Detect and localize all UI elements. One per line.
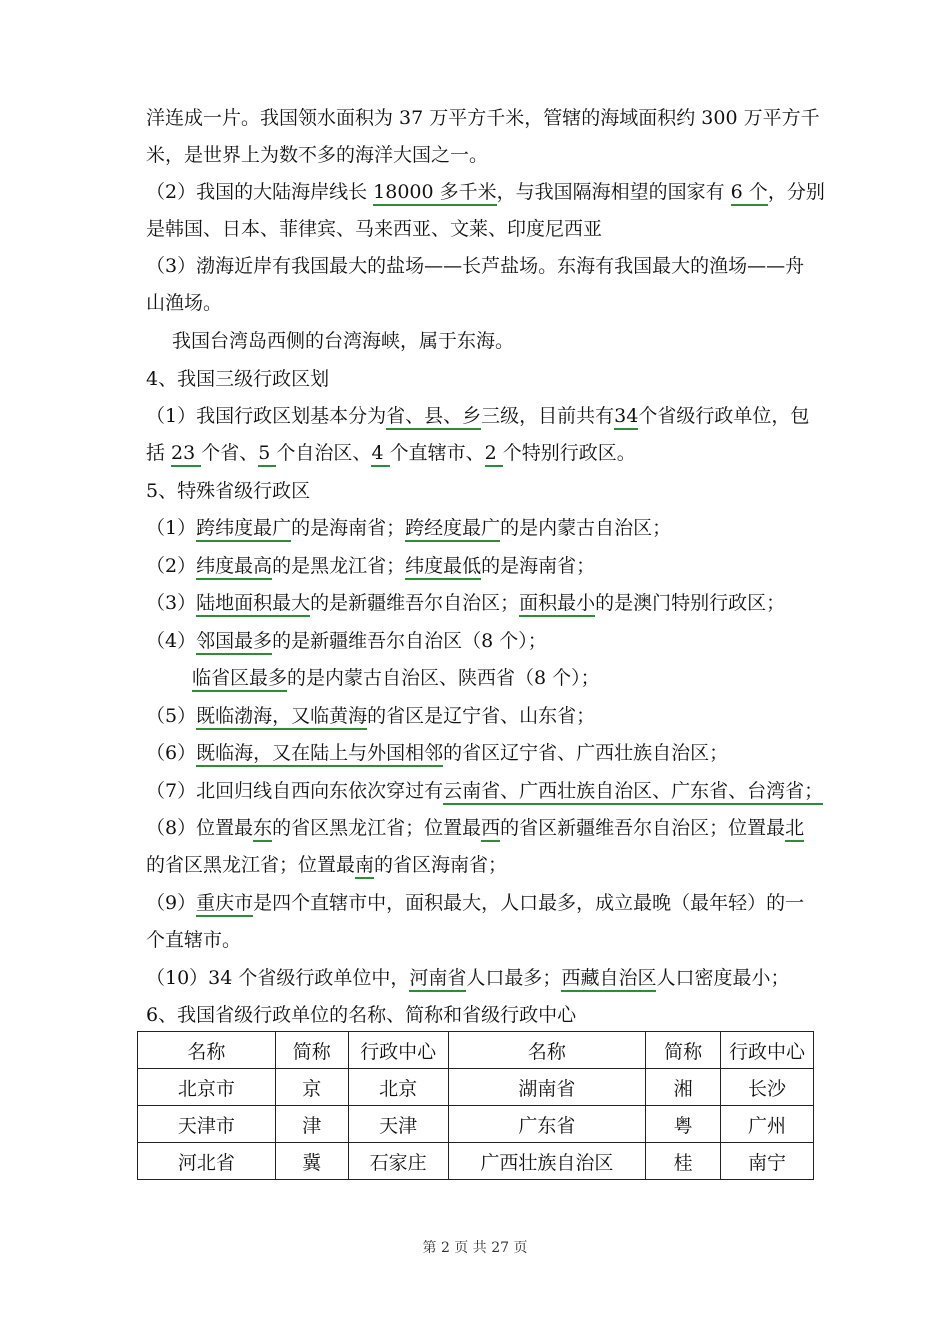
table-header-row xyxy=(138,1032,814,1069)
underlined-answer: 2 xyxy=(485,442,503,467)
text-run: 的是新疆维吾尔自治区（8 个）； xyxy=(272,630,547,652)
underlined-answer: 东 xyxy=(253,817,272,842)
table-header-cell: 行政中心 xyxy=(348,1032,448,1069)
underlined-answer: 纬度最低 xyxy=(405,555,481,580)
text-run: 是四个直辖市中，面积最大，人口最多，成立最晚（最年轻）的一 xyxy=(253,892,805,914)
text-run: （9） xyxy=(146,892,197,914)
text-run: 洋连成一片。我国领水面积为 37 万平方千米，管辖的海域面积约 300 万平方千 xyxy=(146,107,820,129)
text-run: 的是澳门特别行政区； xyxy=(595,592,786,614)
table-cell: 石家庄 xyxy=(348,1143,448,1180)
text-run: ，分别 xyxy=(767,181,825,203)
text-line xyxy=(146,591,826,615)
text-run: 5、特殊省级行政区 xyxy=(146,480,311,502)
underlined-answer: 既临海，又在陆上与外国相邻 xyxy=(196,742,443,767)
underlined-answer: 南 xyxy=(355,854,374,879)
underlined-answer: 临省区最多 xyxy=(192,667,287,692)
table-row xyxy=(138,1143,814,1180)
text-run: 的是海南省； xyxy=(291,517,406,539)
text-run: 6、我国省级行政单位的名称、简称和省级行政中心 xyxy=(146,1004,577,1026)
underlined-answer: 跨纬度最广 xyxy=(196,517,291,542)
text-run: 的是黑龙江省； xyxy=(272,555,406,577)
text-run: 的省区辽宁省、广西壮族自治区； xyxy=(443,742,729,764)
text-line xyxy=(146,928,826,952)
text-line xyxy=(172,329,852,353)
text-line xyxy=(146,441,826,465)
underlined-answer: 云南省、广西壮族自治区、广东省、台湾省； xyxy=(443,780,823,805)
text-line xyxy=(146,741,826,765)
province-table xyxy=(137,1031,814,1180)
table-row xyxy=(138,1106,814,1143)
table-header-cell: 简称 xyxy=(646,1032,721,1069)
underlined-answer: 纬度最高 xyxy=(196,555,272,580)
text-line xyxy=(146,291,826,315)
table-cell: 南宁 xyxy=(721,1143,814,1180)
text-line xyxy=(146,629,826,653)
underlined-answer: 陆地面积最大 xyxy=(196,592,310,617)
text-run: 个省级行政单位，包 xyxy=(638,405,810,427)
text-run: （1） xyxy=(146,517,197,539)
text-run: （1）我国行政区划基本分为 xyxy=(146,405,387,427)
text-line xyxy=(146,404,826,428)
text-run: 个直辖市。 xyxy=(146,929,242,951)
text-run: 括 xyxy=(146,442,172,464)
text-run: 我国台湾岛西侧的台湾海峡，属于东海。 xyxy=(172,330,515,352)
text-run: 是韩国、日本、菲律宾、马来西亚、文莱、印度尼西亚 xyxy=(146,218,603,240)
text-run: 的省区黑龙江省；位置最 xyxy=(146,854,356,876)
text-run: 米，是世界上为数不多的海洋大国之一。 xyxy=(146,144,489,166)
text-line xyxy=(146,779,826,803)
text-run: （5） xyxy=(146,705,197,727)
underlined-answer: 邻国最多 xyxy=(196,630,272,655)
table-cell: 津 xyxy=(275,1106,348,1143)
underlined-answer: 西藏自治区 xyxy=(561,967,656,992)
text-run: （2） xyxy=(146,555,197,577)
table-row xyxy=(138,1069,814,1106)
text-run: （10）34 个省级行政单位中， xyxy=(146,967,410,989)
underlined-answer: 河南省 xyxy=(409,967,466,992)
text-run: 山渔场。 xyxy=(146,292,223,314)
text-run: 的省区是辽宁省、山东省； xyxy=(367,705,596,727)
text-run: 4、我国三级行政区划 xyxy=(146,368,330,390)
table-cell: 广州 xyxy=(721,1106,814,1143)
text-run: 个特别行政区。 xyxy=(502,442,636,464)
text-line xyxy=(146,704,826,728)
text-line xyxy=(146,816,826,840)
table-cell: 广西壮族自治区 xyxy=(448,1143,646,1180)
text-line xyxy=(146,853,826,877)
table-cell: 湘 xyxy=(646,1069,721,1106)
text-run: 人口密度最小； xyxy=(656,967,790,989)
table-cell: 桂 xyxy=(646,1143,721,1180)
table-cell: 湖南省 xyxy=(448,1069,646,1106)
underlined-answer: 6 个 xyxy=(731,181,768,206)
section-heading xyxy=(146,367,826,391)
text-run: （6） xyxy=(146,742,197,764)
table-cell: 河北省 xyxy=(138,1143,276,1180)
underlined-answer: 23 xyxy=(171,442,201,467)
underlined-answer: 西 xyxy=(481,817,500,842)
table-header-cell: 名称 xyxy=(138,1032,276,1069)
text-line xyxy=(146,254,826,278)
text-run: 的是新疆维吾尔自治区； xyxy=(310,592,520,614)
table-cell: 长沙 xyxy=(721,1069,814,1106)
text-line xyxy=(146,966,826,990)
underlined-answer: 5 xyxy=(258,442,276,467)
table-cell: 天津市 xyxy=(138,1106,276,1143)
table-cell: 北京 xyxy=(348,1069,448,1106)
text-run: （7）北回归线自西向东依次穿过有 xyxy=(146,780,444,802)
page-footer: 第 2 页 共 27 页 xyxy=(422,1240,528,1256)
table-header-cell: 名称 xyxy=(448,1032,646,1069)
table-cell: 广东省 xyxy=(448,1106,646,1143)
underlined-answer: 面积最小 xyxy=(519,592,595,617)
text-run: （8）位置最 xyxy=(146,817,254,839)
text-run: 三级，目前共有 xyxy=(481,405,615,427)
text-run: 的省区黑龙江省；位置最 xyxy=(272,817,482,839)
text-line xyxy=(146,180,826,204)
text-run: 个直辖市、 xyxy=(389,442,485,464)
text-run: （3）渤海近岸有我国最大的盐场——长芦盐场。东海有我国最大的渔场——舟 xyxy=(146,255,805,277)
text-run: 的是内蒙古自治区； xyxy=(500,517,672,539)
text-run: （2）我国的大陆海岸线长 xyxy=(146,181,374,203)
underlined-answer: 4 xyxy=(371,442,389,467)
text-line xyxy=(192,666,872,690)
table-cell: 天津 xyxy=(348,1106,448,1143)
table-cell: 冀 xyxy=(275,1143,348,1180)
underlined-answer: 34 xyxy=(614,405,638,430)
section-heading xyxy=(146,479,826,503)
text-line xyxy=(146,143,826,167)
text-run: 的是内蒙古自治区、陕西省（8 个）； xyxy=(287,667,600,689)
text-line xyxy=(146,891,826,915)
underlined-answer: 省、县、乡 xyxy=(386,405,481,430)
text-run: ，与我国隔海相望的国家有 xyxy=(496,181,731,203)
table-header-cell: 简称 xyxy=(275,1032,348,1069)
text-run: 个省、 xyxy=(201,442,259,464)
text-run: 人口最多； xyxy=(466,967,562,989)
text-line xyxy=(146,516,826,540)
text-line xyxy=(146,217,826,241)
table-cell: 粤 xyxy=(646,1106,721,1143)
text-run: 的省区海南省； xyxy=(374,854,508,876)
table-cell: 京 xyxy=(275,1069,348,1106)
underlined-answer: 18000 多千米 xyxy=(373,181,496,206)
text-run: （4） xyxy=(146,630,197,652)
underlined-answer: 北 xyxy=(785,817,804,842)
underlined-answer: 重庆市 xyxy=(196,892,253,917)
text-line xyxy=(146,554,826,578)
text-run: 的是海南省； xyxy=(481,555,596,577)
text-run: 个自治区、 xyxy=(276,442,372,464)
section-heading xyxy=(146,1003,826,1027)
text-run: 的省区新疆维吾尔自治区；位置最 xyxy=(500,817,786,839)
underlined-answer: 既临渤海，又临黄海 xyxy=(196,705,367,730)
table-header-cell: 行政中心 xyxy=(721,1032,814,1069)
text-line xyxy=(146,106,826,130)
table-cell: 北京市 xyxy=(138,1069,276,1106)
underlined-answer: 跨经度最广 xyxy=(405,517,500,542)
text-run: （3） xyxy=(146,592,197,614)
